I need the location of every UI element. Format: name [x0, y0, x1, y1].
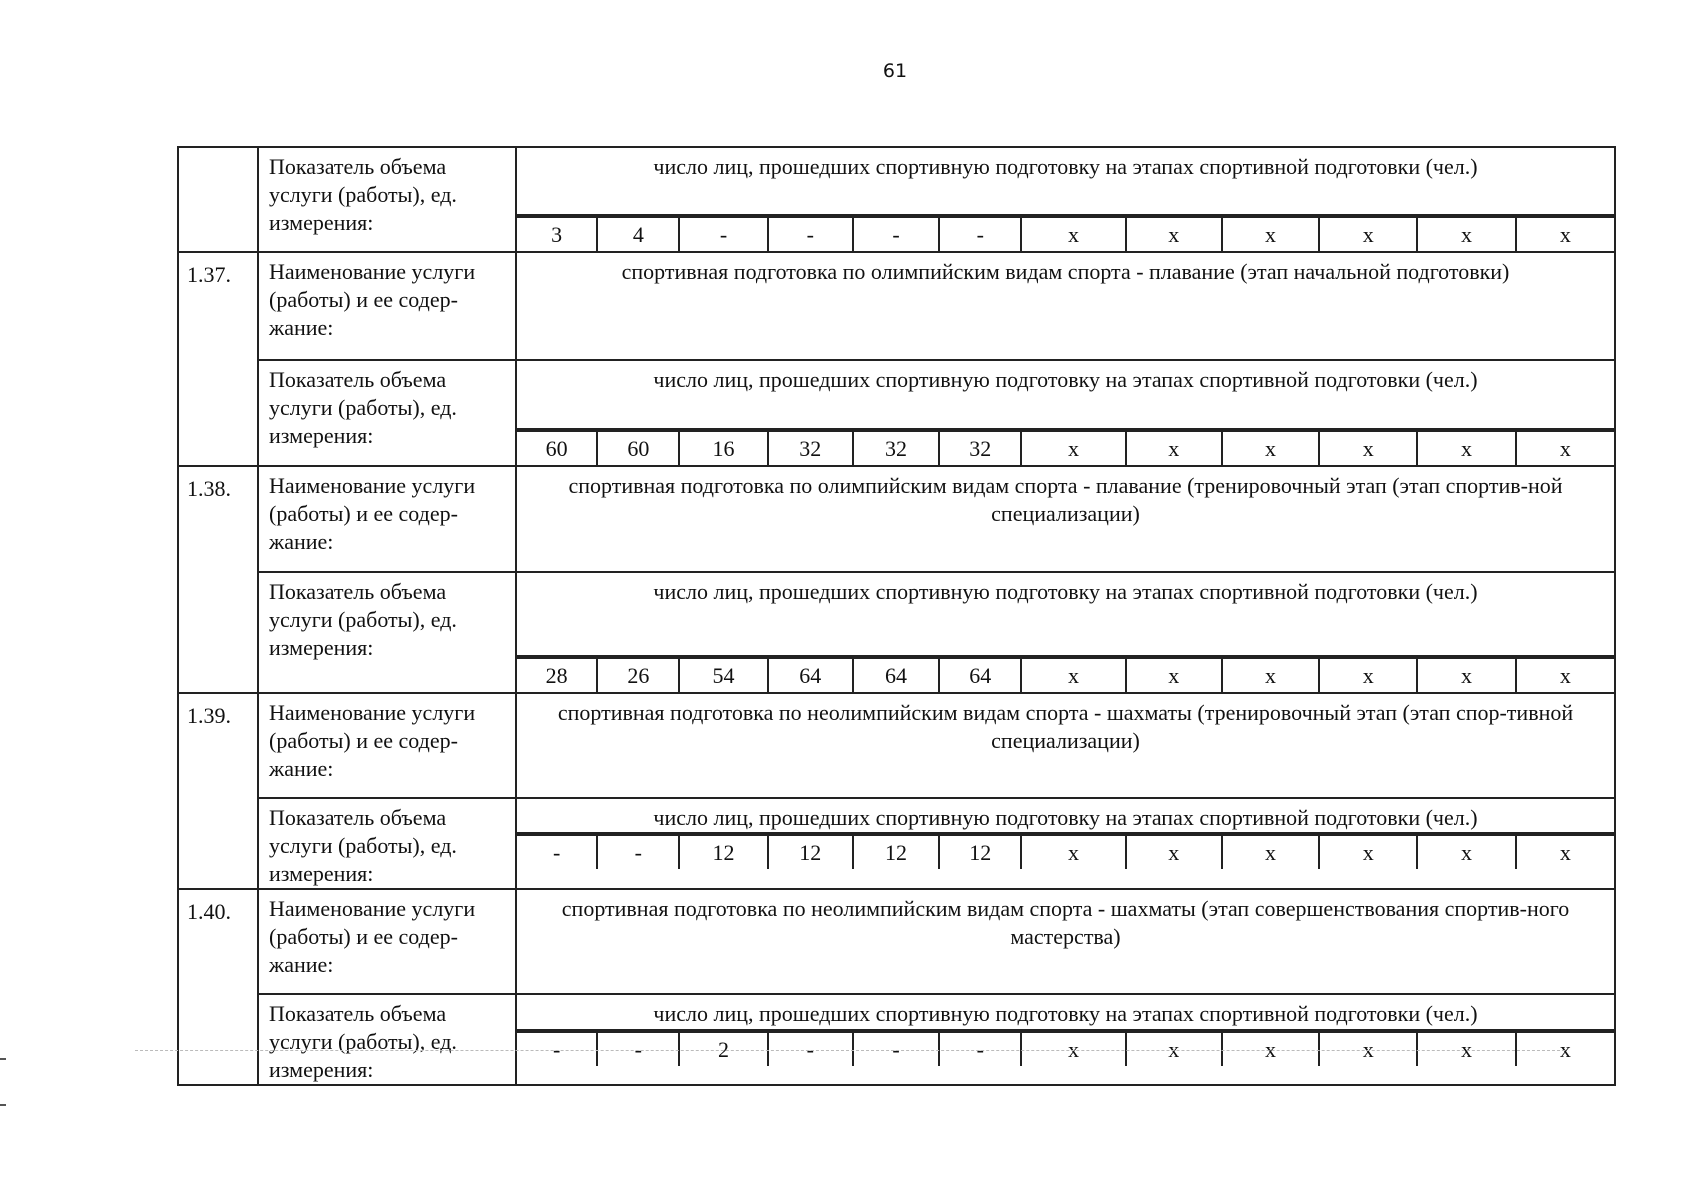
- value-cell: 12: [939, 835, 1021, 869]
- value-cell: -: [679, 217, 767, 251]
- service-name: спортивная подготовка по олимпийским видам спорта - плавание (этап начальной подготовки): [516, 252, 1615, 360]
- row-number: 1.38.: [178, 466, 258, 693]
- row-number: 1.37.: [178, 252, 258, 466]
- value-cell: -: [517, 835, 597, 869]
- value-cell: -: [853, 1032, 939, 1066]
- service-row: [178, 252, 1615, 360]
- indicator-row: [178, 147, 1615, 215]
- service-name: спортивная подготовка по неолимпийским видам спорта - шахматы (этап совершенствования спортив-ного мастерства): [516, 889, 1615, 994]
- value-cell: x: [1126, 835, 1222, 869]
- value-cell: 32: [853, 431, 939, 465]
- values-table: [517, 834, 1614, 869]
- values-table: [517, 216, 1614, 251]
- value-cell: 12: [768, 835, 853, 869]
- indicator-text: число лиц, прошедших спортивную подготовку на этапах спортивной подготовки (чел.): [516, 798, 1615, 833]
- value-cell: x: [1319, 431, 1417, 465]
- value-cell: x: [1021, 1032, 1125, 1066]
- service-row: [178, 889, 1615, 994]
- value-cell: x: [1417, 431, 1515, 465]
- value-cell: x: [1222, 835, 1319, 869]
- values-line: [517, 1032, 1614, 1066]
- value-cell: -: [939, 1032, 1021, 1066]
- value-cell: 12: [679, 835, 767, 869]
- indicator-label: Показатель объема услуги (работы), ед. измерения:: [258, 994, 516, 1085]
- service-row: [178, 693, 1615, 798]
- service-name-label: Наименование услуги (работы) и ее содер-жание:: [258, 693, 516, 798]
- value-cell: x: [1319, 217, 1417, 251]
- value-cell: x: [1417, 658, 1515, 692]
- indicator-text: число лиц, прошедших спортивную подготовку на этапах спортивной подготовки (чел.): [516, 147, 1615, 215]
- indicator-row: [178, 798, 1615, 833]
- value-cell: x: [1516, 217, 1614, 251]
- services-table: [177, 146, 1616, 1086]
- values-cell: [516, 429, 1615, 466]
- indicator-text: число лиц, прошедших спортивную подготовку на этапах спортивной подготовки (чел.): [516, 994, 1615, 1030]
- indicator-row: [178, 360, 1615, 429]
- service-name: спортивная подготовка по неолимпийским видам спорта - шахматы (тренировочный этап (этап спор-тивной специализации): [516, 693, 1615, 798]
- value-cell: -: [939, 217, 1021, 251]
- value-cell: x: [1222, 217, 1319, 251]
- value-cell: x: [1126, 431, 1222, 465]
- value-cell: x: [1516, 1032, 1614, 1066]
- value-cell: -: [768, 217, 853, 251]
- service-row: [178, 466, 1615, 572]
- indicator-label: Показатель объема услуги (работы), ед. измерения:: [258, 572, 516, 693]
- value-cell: -: [517, 1032, 597, 1066]
- value-cell: 64: [768, 658, 853, 692]
- value-cell: x: [1126, 658, 1222, 692]
- indicator-row: [178, 994, 1615, 1030]
- indicator-text: число лиц, прошедших спортивную подготовку на этапах спортивной подготовки (чел.): [516, 360, 1615, 429]
- value-cell: x: [1319, 1032, 1417, 1066]
- value-cell: x: [1417, 217, 1515, 251]
- values-table: [517, 1031, 1614, 1066]
- value-cell: x: [1021, 217, 1125, 251]
- scan-bottom-marks: [135, 1050, 1565, 1052]
- value-cell: 64: [939, 658, 1021, 692]
- value-cell: 28: [517, 658, 597, 692]
- value-cell: x: [1516, 835, 1614, 869]
- value-cell: 12: [853, 835, 939, 869]
- indicator-row: [178, 572, 1615, 656]
- value-cell: x: [1021, 835, 1125, 869]
- indicator-label: Показатель объема услуги (работы), ед. измерения:: [258, 798, 516, 889]
- values-table: [517, 657, 1614, 692]
- value-cell: -: [597, 1032, 679, 1066]
- value-cell: x: [1319, 835, 1417, 869]
- value-cell: 64: [853, 658, 939, 692]
- value-cell: 2: [679, 1032, 767, 1066]
- value-cell: 16: [679, 431, 767, 465]
- value-cell: x: [1319, 658, 1417, 692]
- value-cell: x: [1222, 1032, 1319, 1066]
- value-cell: x: [1126, 1032, 1222, 1066]
- values-cell: [516, 833, 1615, 889]
- values-line: [517, 217, 1614, 251]
- value-cell: -: [597, 835, 679, 869]
- indicator-label: Показатель объема услуги (работы), ед. измерения:: [258, 147, 516, 252]
- value-cell: 54: [679, 658, 767, 692]
- service-name: спортивная подготовка по олимпийским видам спорта - плавание (тренировочный этап (этап спортив-ной специализации): [516, 466, 1615, 572]
- values-cell: [516, 656, 1615, 693]
- value-cell: 3: [517, 217, 597, 251]
- values-line: [517, 835, 1614, 869]
- scan-edge-marks: [0, 1058, 6, 1106]
- value-cell: x: [1417, 1032, 1515, 1066]
- values-line: [517, 658, 1614, 692]
- row-number: 1.39.: [178, 693, 258, 889]
- indicator-label: Показатель объема услуги (работы), ед. измерения:: [258, 360, 516, 466]
- service-name-label: Наименование услуги (работы) и ее содер-жание:: [258, 889, 516, 994]
- value-cell: 32: [768, 431, 853, 465]
- service-name-label: Наименование услуги (работы) и ее содер-жание:: [258, 252, 516, 360]
- value-cell: 60: [517, 431, 597, 465]
- value-cell: 60: [597, 431, 679, 465]
- page-number: 61: [882, 60, 908, 82]
- values-cell: [516, 1030, 1615, 1085]
- service-name-label: Наименование услуги (работы) и ее содер-жание:: [258, 466, 516, 572]
- value-cell: x: [1021, 658, 1125, 692]
- value-cell: x: [1516, 658, 1614, 692]
- value-cell: -: [768, 1032, 853, 1066]
- value-cell: x: [1222, 431, 1319, 465]
- value-cell: x: [1222, 658, 1319, 692]
- value-cell: x: [1417, 835, 1515, 869]
- row-number: 1.40.: [178, 889, 258, 1085]
- value-cell: x: [1021, 431, 1125, 465]
- row-number: [178, 147, 258, 252]
- values-cell: [516, 215, 1615, 252]
- value-cell: x: [1126, 217, 1222, 251]
- value-cell: x: [1516, 431, 1614, 465]
- indicator-text: число лиц, прошедших спортивную подготовку на этапах спортивной подготовки (чел.): [516, 572, 1615, 656]
- value-cell: 26: [597, 658, 679, 692]
- values-line: [517, 431, 1614, 465]
- value-cell: 32: [939, 431, 1021, 465]
- values-table: [517, 430, 1614, 465]
- value-cell: -: [853, 217, 939, 251]
- value-cell: 4: [597, 217, 679, 251]
